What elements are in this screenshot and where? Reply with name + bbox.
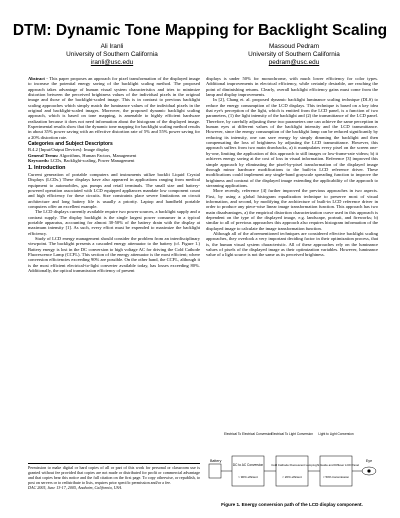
battery-icon [209, 464, 221, 478]
light-guide-note: < 50% transmission [322, 475, 350, 479]
intro-paragraph-2: The LCD displays currently available require two power sources, a backlight supply and a contrast supply. The display backlight is the single largest power consumer in a typical portable apparatus, accounting for almost 30-50% of the battery drain with the display at maximum intensity [1]. As such, every effort must be expended to maximize the backlight efficiency. [28, 209, 200, 236]
categories-heading: Categories and Subject Descriptors [28, 141, 113, 148]
abstract-heading: Abstract [28, 76, 45, 81]
right-paragraph-2: In [2], Chang et. al. proposed dynamic backlight luminance scaling technique (DLS) to reduce the energy consumption of the LCD displays. This technique is based on a key idea that eye's perception of the light, which is emitted from the LCD panel, is a function of two parameters, (1) the light intensity of the backlight and (2) the transmittance of the LCD panel. Therefore, by carefully adjusting these two parameters one can achieve the same perception in human eyes at different values of the backlight intensity and the LCD transmittance. However, since the energy consumption of the backlight lamp can be reduced significantly by reducing its intensity, one can save energy by simply dimming the backlight and then compensating the loss of brightness by adjusting the LCD transmittance. However, this approach suffers from two main drawbacks, a) it manipulates every pixel on the screen one-by-one, limiting the application of this approach to still images or low-frame-rate videos; b) it achieves energy saving at the cost of loss in visual information. Reference [3] improved this simple approach by eliminating the pixel-by-pixel transformation of the displayed image through minor hardware modifications to the built-in LCD reference driver. These modifications could implement any single-band grayscale spreading function to improve the brightness and contrast of the displayed image extending the applicability of the approach to streaming applications. [206, 97, 378, 188]
intro-paragraph-3: Study of LCD energy management should consider the problem from an interdisciplinary viewpoint. The backlight presents a cascaded energy attenuator to the battery (cf. Figure 1.) Battery energy is lost in the DC conversion to high voltage AC for driving the Cold Cathode Fluorescence Lamp (CCFL). This section of the energy attenuator is the most efficient; where conversion efficiencies exceeding 90% are possible. On the other hand, the CCFL, although it is the most efficient electrical-to-light converter available today, has losses exceeding 80%. Additionally, the optical transmission efficiency of present [28, 235, 200, 274]
keywords-text: LCDs, Backlight-scaling, Power Management [49, 158, 135, 164]
author-1 [22, 43, 202, 67]
energy-path-figure [206, 428, 378, 500]
left-column [28, 76, 200, 273]
battery-label: Battery [210, 459, 222, 463]
eye-pupil [367, 469, 370, 472]
stage-label-optical: Light to Light Conversion [318, 432, 354, 436]
eye-label: Eye [365, 459, 373, 463]
general-terms-heading: General Terms: [28, 152, 59, 158]
abstract [28, 76, 200, 140]
stage-label-electrical: Electrical To Electrical Conversion [224, 432, 272, 436]
author-affiliation: University of Southern California [66, 51, 158, 58]
abstract-text: - This paper proposes an approach for pixel transformation of the displayed image to increase the potential energy saving of the backlight scaling method. The proposed approach takes advantage of human visual system characteristics and tries to minimize distortion between the perceived brightness values of the individual pixels in the original image and those of the backlight-scaled image. This is in contrast to previous backlight scaling approaches which simply match the luminance values of the individual pixels in the original and backlight-scaled images. Moreover, the proposed dynamic backlight scaling approach, which is based on tone mapping, is amenable to highly efficient hardware realization because it does not need information about the histogram of the displayed image. Experimental results show that the dynamic tone mapping for backlight scaling method results in about 35% power saving with an effective distortion rate of 5% and 55% power saving for a 20% distortion rate. [28, 76, 200, 140]
dc-ac-note: > 90% efficient [238, 475, 258, 479]
intro-paragraph-1: Current generation of portable computers and instruments utilize backlit Liquid Crystal Displays (LCDs.) These displays have also appeared in applications ranging from medical equipment to automobiles, gas pumps and retail terminals. The small size and battery-powered operation associated with LCD equipped appliances mandate low component count and high efficiency for these circuits. Size constraints place severe limitations on circuit architecture and long battery life is usually a priority. Laptop and handheld portable computers offer an excellent example. [28, 171, 200, 209]
paper-title: DTM: Dynamic Tone Mapping for Backlight Scaling [12, 22, 388, 39]
dc-ac-label: DC to AC Conversion [232, 463, 264, 467]
light-guide-box [320, 456, 352, 486]
light-guide-label: Light Guide and Diffuser LCD Panel [313, 463, 359, 467]
keywords [28, 158, 200, 163]
right-column [206, 76, 378, 258]
permission-text: Permission to make digital or hard copies of all or part of this work for personal or classroom use is granted without fee provided that copies are not made or distributed for profit or commercial advantage and that copies bear this notice and the full citation on the first page. To copy otherwise, or republish, to post on servers or to redistribute to lists, requires prior specific permission and/or a fee. [28, 465, 200, 485]
dc-ac-box [232, 456, 264, 486]
author-email[interactable]: iranli@usc.edu [90, 59, 134, 66]
ccfl-note: < 20% efficient [282, 475, 302, 479]
section-heading-introduction: 1. Introduction [28, 164, 66, 171]
right-paragraph-1: displays is under 50% for monochrome, with much lower efficiency for color types. Additional improvements in electrical efficiency, while certainly desirable, are reaching the point of diminishing returns. Clearly, overall backlight efficiency gains must come from the lamp and display improvements. [206, 76, 378, 98]
stage-label-light: Electrical To Light Conversion [271, 432, 313, 436]
ccfl-box [276, 456, 308, 486]
author-name: Ali Iranli [100, 43, 124, 50]
right-paragraph-4: Although all of the aforementioned techniques are considered effective backlight scaling approaches, they overlook a very important deciding factor in their optimization process, that is, the human visual system characteristic. All of these approaches rely on the luminance values of pixels of the displayed image as their optimization variables. However, luminance value of a light source is not the same as its perceived brightness. [206, 230, 378, 258]
categories-text: B.4.2 [Input/Output Devices]: Image display [28, 147, 110, 153]
author-name: Massoud Pedram [268, 43, 320, 50]
permission-notice [28, 463, 200, 491]
general-terms-text: Algorithms, Human Factors, Management [58, 152, 137, 158]
ccfl-label: Cold Cathode Fluorescent Lamp [271, 463, 313, 467]
figure-caption: Figure 1. Energy conversion path of the LCD display component. [221, 502, 363, 507]
author-2 [204, 43, 384, 67]
author-affiliation: University of Southern California [248, 51, 340, 58]
right-paragraph-3: More recently, reference [4] further improved the previous approaches in two aspects. First, by using a global histogram equalization technique to preserve most of visual information, and second, by modifying the architecture of built-in LCD reference driver in order to produce any piece-wise linear image transformation function. This approach has two main disadvantages, a) the empirical distortion characterization curve used in this approach is dependent on the type of the displayed image, e.g. landscape, portrait, and fireworks; b) similar to all of previous approaches this approach also requires histogram information of the displayed image to calculate the image transformation function. [206, 188, 378, 231]
keywords-heading: Keywords: [28, 158, 50, 164]
conference-info: DAC 2005, June 13-17, 2005, Anaheim, California, USA. [28, 484, 123, 490]
author-email[interactable]: pedram@usc.edu [268, 59, 320, 66]
